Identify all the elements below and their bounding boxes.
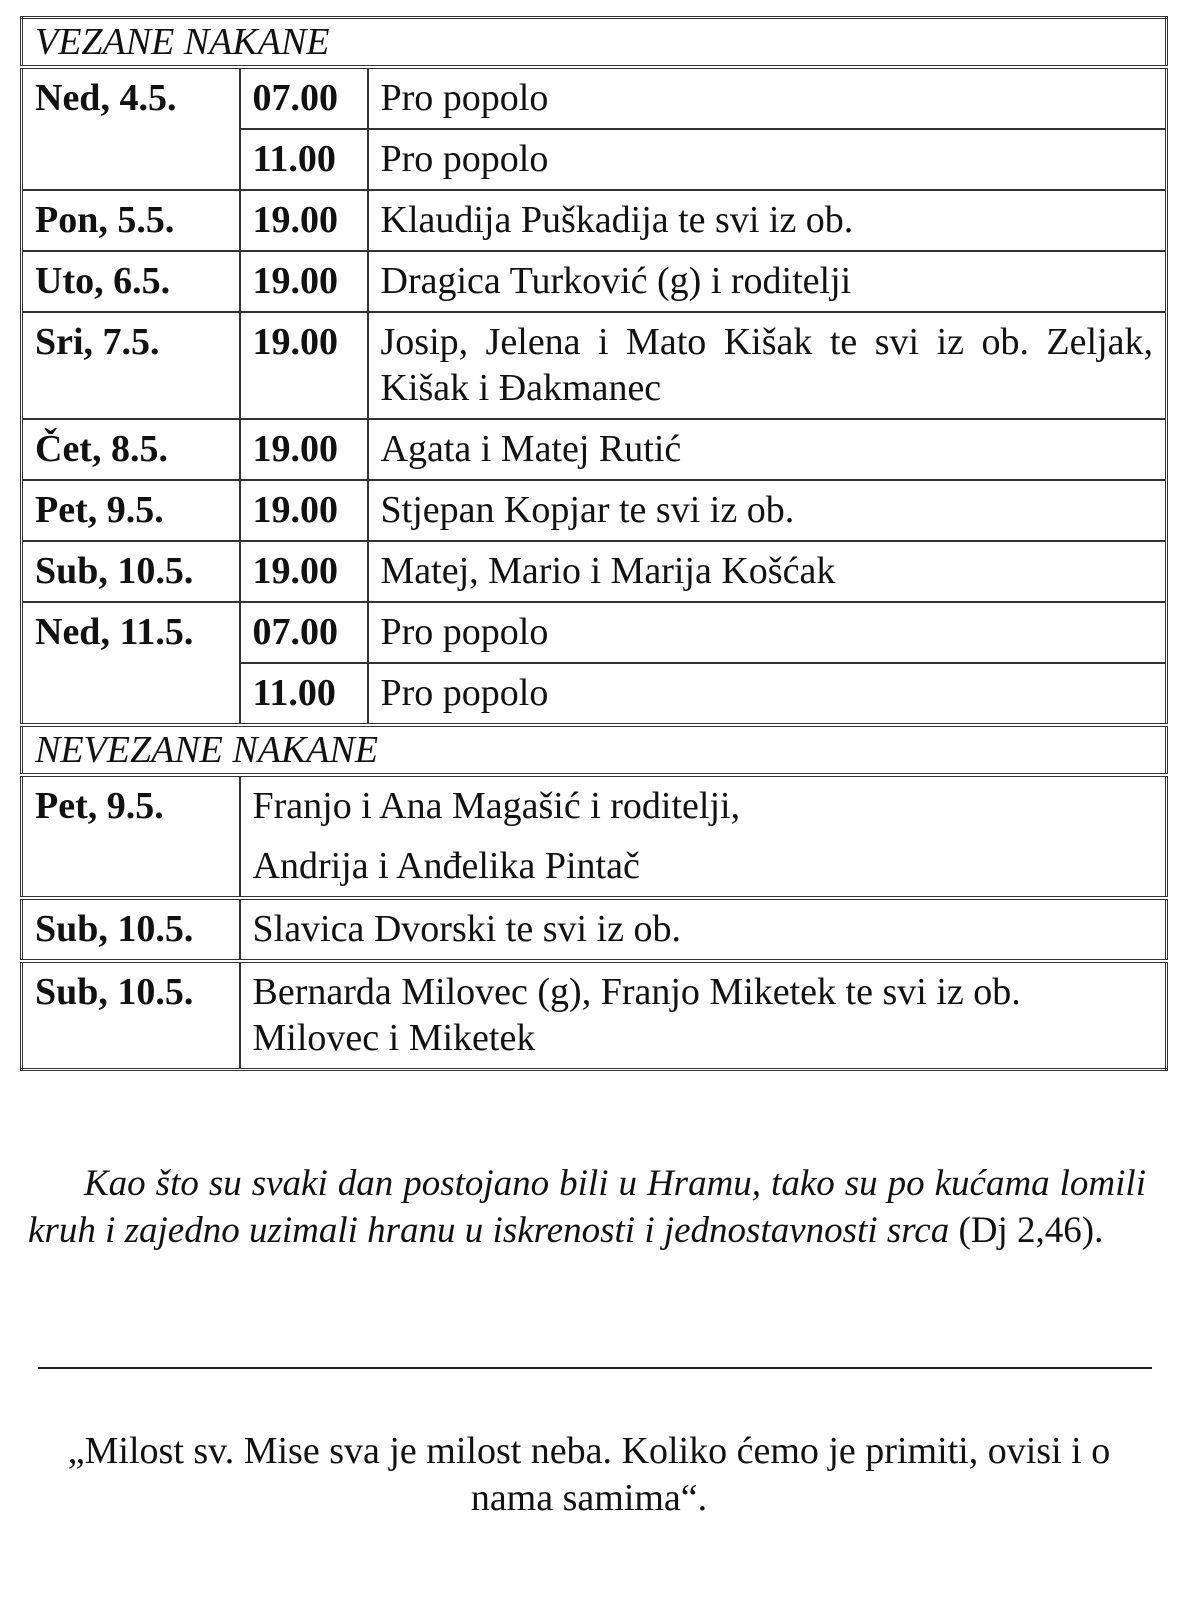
- section-title-nevezane: NEVEZANE NAKANE: [22, 725, 1167, 775]
- table-row: [22, 251, 1167, 312]
- day-cell: Pet, 9.5.: [22, 775, 240, 898]
- time-cell: 19.00: [240, 190, 368, 251]
- table-row: [22, 961, 1167, 1070]
- day-cell: Ned, 11.5.: [22, 602, 240, 725]
- table-row: [22, 67, 1167, 129]
- time-cell: 07.00: [240, 67, 368, 129]
- time-cell: 11.00: [240, 129, 368, 190]
- intention-cell: Klaudija Puškadija te svi iz ob.: [368, 190, 1167, 251]
- intention-cell: Pro popolo: [368, 602, 1167, 663]
- time-cell: 07.00: [240, 602, 368, 663]
- day-cell: Pet, 9.5.: [22, 480, 240, 541]
- intention-line: Andrija i Anđelika Pintač: [252, 845, 640, 887]
- intention-line: Bernarda Milovec (g), Franjo Miketek te svi iz ob.: [252, 971, 1021, 1013]
- day-cell: Pon, 5.5.: [22, 190, 240, 251]
- mass-intentions-table: [20, 16, 1168, 1071]
- intention-cell: Pro popolo: [368, 663, 1167, 725]
- table-row: [22, 190, 1167, 251]
- intention-cell: [240, 775, 1167, 898]
- intention-line: Milovec i Miketek: [252, 1017, 536, 1059]
- scripture-reference: (Dj 2,46).: [958, 1210, 1104, 1251]
- intention-cell: Dragica Turković (g) i roditelji: [368, 251, 1167, 312]
- table-row: [22, 775, 1167, 898]
- time-cell: 19.00: [240, 251, 368, 312]
- day-cell: Uto, 6.5.: [22, 251, 240, 312]
- intention-cell: Stjepan Kopjar te svi iz ob.: [368, 480, 1167, 541]
- day-cell: Sri, 7.5.: [22, 312, 240, 419]
- table-row: [22, 312, 1167, 419]
- time-cell: 19.00: [240, 541, 368, 602]
- intention-cell: [240, 961, 1167, 1070]
- day-cell: Ned, 4.5.: [22, 67, 240, 190]
- time-cell: 19.00: [240, 312, 368, 419]
- time-cell: 11.00: [240, 663, 368, 725]
- section-title-vezane: VEZANE NAKANE: [22, 18, 1167, 68]
- day-cell: Sub, 10.5.: [22, 898, 240, 961]
- intention-cell: Pro popolo: [368, 67, 1167, 129]
- table-row: [22, 602, 1167, 663]
- table-row: [22, 898, 1167, 961]
- intention-cell: Agata i Matej Rutić: [368, 419, 1167, 480]
- closing-quote: „Milost sv. Mise sva je milost neba. Koliko ćemo je primiti, ovisi i o nama samima“.: [67, 1430, 1111, 1519]
- table-row: [22, 541, 1167, 602]
- intention-cell: Matej, Mario i Marija Košćak: [368, 541, 1167, 602]
- intention-cell: Josip, Jelena i Mato Kišak te svi iz ob. Zeljak, Kišak i Đakmanec: [368, 312, 1167, 419]
- day-cell: Sub, 10.5.: [22, 961, 240, 1070]
- day-cell: Čet, 8.5.: [22, 419, 240, 480]
- scripture-quote-text: Kao što su svaki dan postojano bili u Hramu, tako su po kućama lomili kruh i zajedno uzimali hranu u iskrenosti i jednostavnosti srca: [28, 1163, 1146, 1251]
- table-row: [22, 480, 1167, 541]
- intention-line: Franjo i Ana Magašić i roditelji,: [252, 785, 741, 827]
- table-row: [22, 419, 1167, 480]
- time-cell: 19.00: [240, 480, 368, 541]
- scripture-quote: [28, 1160, 1146, 1254]
- intention-cell: Slavica Dvorski te svi iz ob.: [240, 898, 1167, 961]
- divider: [38, 1367, 1152, 1369]
- time-cell: 19.00: [240, 419, 368, 480]
- intention-cell: Pro popolo: [368, 129, 1167, 190]
- day-cell: Sub, 10.5.: [22, 541, 240, 602]
